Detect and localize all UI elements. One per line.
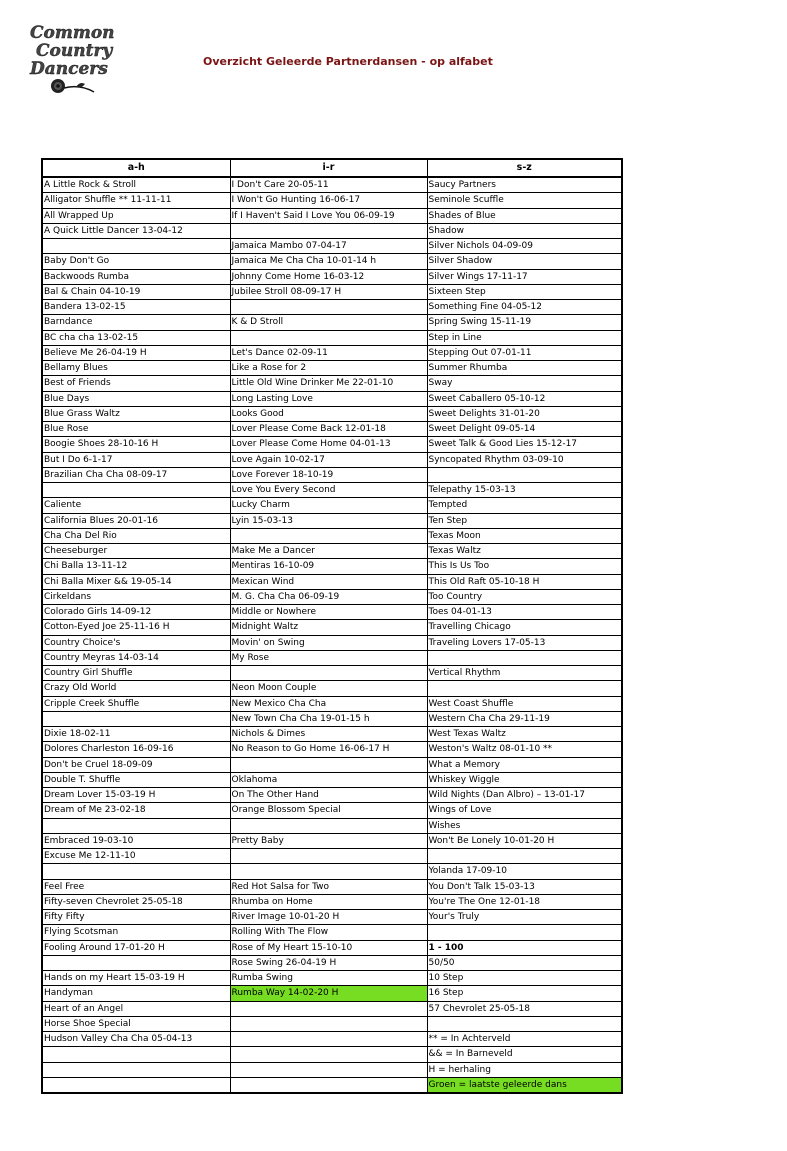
table-cell: Cheeseburger (42, 544, 230, 559)
table-cell: Silver Shadow (427, 254, 622, 269)
table-cell: Flying Scotsman (42, 925, 230, 940)
table-row (42, 544, 622, 559)
table-row (42, 300, 622, 315)
table-cell: Stepping Out 07-01-11 (427, 345, 622, 360)
table-row (42, 666, 622, 681)
table-cell: Sweet Caballero 05-10-12 (427, 391, 622, 406)
table-cell: Country Girl Shuffle (42, 666, 230, 681)
table-cell (427, 681, 622, 696)
table-row (42, 757, 622, 772)
table-row (42, 864, 622, 879)
table-cell: Won't Be Lonely 10-01-20 H (427, 833, 622, 848)
table-cell: Sweet Talk & Good Lies 15-12-17 (427, 437, 622, 452)
table-cell: I Won't Go Hunting 16-06-17 (230, 193, 427, 208)
table-cell: Alligator Shuffle ** 11-11-11 (42, 193, 230, 208)
table-cell: 1 - 100 (427, 940, 622, 955)
table-cell (230, 864, 427, 879)
table-cell: Rumba Way 14-02-20 H (230, 986, 427, 1001)
table-cell: Long Lasting Love (230, 391, 427, 406)
table-cell: Vertical Rhythm (427, 666, 622, 681)
table-cell: Horse Shoe Special (42, 1016, 230, 1031)
table-cell: New Mexico Cha Cha (230, 696, 427, 711)
table-row (42, 315, 622, 330)
table-row (42, 1077, 622, 1093)
table-header-row (42, 159, 622, 177)
table-cell (230, 1032, 427, 1047)
table-cell: Like a Rose for 2 (230, 361, 427, 376)
table-row (42, 1047, 622, 1062)
table-row (42, 223, 622, 238)
table-cell (230, 757, 427, 772)
table-cell: Jamaica Me Cha Cha 10-01-14 h (230, 254, 427, 269)
table-cell: Seminole Scuffle (427, 193, 622, 208)
table-cell (42, 483, 230, 498)
table-cell: A Little Rock & Stroll (42, 177, 230, 193)
table-cell (230, 223, 427, 238)
table-cell: Cha Cha Del Rio (42, 528, 230, 543)
table-cell: Saucy Partners (427, 177, 622, 193)
table-cell: 10 Step (427, 971, 622, 986)
table-cell: Dream of Me 23-02-18 (42, 803, 230, 818)
table-cell: Step in Line (427, 330, 622, 345)
table-cell: Shades of Blue (427, 208, 622, 223)
table-row (42, 559, 622, 574)
table-cell: Wild Nights (Dan Albro) – 13-01-17 (427, 788, 622, 803)
table-cell (427, 1016, 622, 1031)
table-cell: Spring Swing 15-11-19 (427, 315, 622, 330)
table-cell: Pretty Baby (230, 833, 427, 848)
table-cell: On The Other Hand (230, 788, 427, 803)
table-cell: If I Haven't Said I Love You 06-09-19 (230, 208, 427, 223)
table-cell: Mexican Wind (230, 574, 427, 589)
table-cell: ** = In Achterveld (427, 1032, 622, 1047)
table-row (42, 193, 622, 208)
table-cell: Believe Me 26-04-19 H (42, 345, 230, 360)
table-cell: Cripple Creek Shuffle (42, 696, 230, 711)
table-cell: Don't be Cruel 18-09-09 (42, 757, 230, 772)
table-cell: Feel Free (42, 879, 230, 894)
table-cell: Looks Good (230, 406, 427, 421)
table-cell (427, 925, 622, 940)
table-cell: Jamaica Mambo 07-04-17 (230, 239, 427, 254)
table-cell: Nichols & Dimes (230, 727, 427, 742)
table-row (42, 635, 622, 650)
table-cell (230, 300, 427, 315)
table-cell (230, 528, 427, 543)
table-cell: Rhumba on Home (230, 894, 427, 909)
table-row (42, 498, 622, 513)
table-cell: Boogie Shoes 28-10-16 H (42, 437, 230, 452)
table-row (42, 1062, 622, 1077)
table-cell: Love Forever 18-10-19 (230, 467, 427, 482)
logo-line-2: Country (36, 41, 113, 61)
table-row (42, 788, 622, 803)
table-row (42, 894, 622, 909)
table-cell (42, 1077, 230, 1093)
table-cell: Too Country (427, 589, 622, 604)
table-cell: Groen = laatste geleerde dans (427, 1077, 622, 1093)
table-cell: K & D Stroll (230, 315, 427, 330)
table-row (42, 376, 622, 391)
table-cell: No Reason to Go Home 16-06-17 H (230, 742, 427, 757)
table-cell: Country Choice's (42, 635, 230, 650)
table-row (42, 955, 622, 970)
table-row (42, 437, 622, 452)
table-row (42, 177, 622, 193)
table-cell: Bandera 13-02-15 (42, 300, 230, 315)
table-row (42, 818, 622, 833)
table-row (42, 208, 622, 223)
table-cell: Tempted (427, 498, 622, 513)
table-row (42, 330, 622, 345)
table-cell: Silver Wings 17-11-17 (427, 269, 622, 284)
table-cell (42, 1062, 230, 1077)
table-cell: && = In Barneveld (427, 1047, 622, 1062)
table-row (42, 910, 622, 925)
table-row (42, 391, 622, 406)
table-row (42, 986, 622, 1001)
table-cell: Lover Please Come Home 04-01-13 (230, 437, 427, 452)
page-title: Overzicht Geleerde Partnerdansen - op alfabet (203, 55, 493, 68)
table-cell (42, 711, 230, 726)
table-cell: Lucky Charm (230, 498, 427, 513)
table-row (42, 696, 622, 711)
table-cell: Midnight Waltz (230, 620, 427, 635)
table-cell: Cotton-Eyed Joe 25-11-16 H (42, 620, 230, 635)
table-cell (42, 818, 230, 833)
table-cell (42, 239, 230, 254)
table-row (42, 849, 622, 864)
table-cell: Blue Grass Waltz (42, 406, 230, 421)
table-cell: 50/50 (427, 955, 622, 970)
table-cell: I Don't Care 20-05-11 (230, 177, 427, 193)
table-row (42, 727, 622, 742)
table-cell: 16 Step (427, 986, 622, 1001)
table-cell (42, 1047, 230, 1062)
table-cell: Fifty-seven Chevrolet 25-05-18 (42, 894, 230, 909)
table-cell: Best of Friends (42, 376, 230, 391)
table-cell: All Wrapped Up (42, 208, 230, 223)
table-row (42, 406, 622, 421)
table-row (42, 940, 622, 955)
table-cell: You're The One 12-01-18 (427, 894, 622, 909)
table-cell: Sweet Delights 31-01-20 (427, 406, 622, 421)
table-cell: Mentiras 16-10-09 (230, 559, 427, 574)
table-cell: Yolanda 17-09-10 (427, 864, 622, 879)
table-row (42, 467, 622, 482)
table-cell: California Blues 20-01-16 (42, 513, 230, 528)
table-cell: Dream Lover 15-03-19 H (42, 788, 230, 803)
column-header-i-r: i-r (230, 159, 427, 177)
table-cell: Wishes (427, 818, 622, 833)
table-cell: Sway (427, 376, 622, 391)
table-row (42, 711, 622, 726)
table-cell: Let's Dance 02-09-11 (230, 345, 427, 360)
table-cell: Johnny Come Home 16-03-12 (230, 269, 427, 284)
table-cell (230, 1077, 427, 1093)
table-row (42, 925, 622, 940)
table-cell: Travelling Chicago (427, 620, 622, 635)
table-cell (42, 955, 230, 970)
table-cell: Embraced 19-03-10 (42, 833, 230, 848)
table-cell: Something Fine 04-05-12 (427, 300, 622, 315)
table-cell: This Old Raft 05-10-18 H (427, 574, 622, 589)
table-row (42, 772, 622, 787)
table-cell: Texas Waltz (427, 544, 622, 559)
table-cell: Dolores Charleston 16-09-16 (42, 742, 230, 757)
table-row (42, 879, 622, 894)
table-cell: Little Old Wine Drinker Me 22-01-10 (230, 376, 427, 391)
table-cell (427, 467, 622, 482)
table-cell: Bal & Chain 04-10-19 (42, 284, 230, 299)
table-cell: A Quick Little Dancer 13-04-12 (42, 223, 230, 238)
table-cell: Red Hot Salsa for Two (230, 879, 427, 894)
table-cell: Chi Balla 13-11-12 (42, 559, 230, 574)
column-header-a-h: a-h (42, 159, 230, 177)
table-cell: Heart of an Angel (42, 1001, 230, 1016)
table-cell: Sweet Delight 09-05-14 (427, 422, 622, 437)
table-cell: Oklahoma (230, 772, 427, 787)
table-row (42, 803, 622, 818)
table-cell: Love Again 10-02-17 (230, 452, 427, 467)
table-cell: Baby Don't Go (42, 254, 230, 269)
table-cell: Middle or Nowhere (230, 605, 427, 620)
table-cell: Brazilian Cha Cha 08-09-17 (42, 467, 230, 482)
table-cell: Chi Balla Mixer && 19-05-14 (42, 574, 230, 589)
table-cell: Crazy Old World (42, 681, 230, 696)
table-cell: Western Cha Cha 29-11-19 (427, 711, 622, 726)
table-cell (230, 1047, 427, 1062)
table-cell (230, 330, 427, 345)
table-cell: Telepathy 15-03-13 (427, 483, 622, 498)
table-cell: New Town Cha Cha 19-01-15 h (230, 711, 427, 726)
dance-table (41, 158, 623, 1094)
logo-line-3: Dancers (30, 59, 108, 79)
table-row (42, 833, 622, 848)
table-cell (427, 650, 622, 665)
common-country-dancers-logo (28, 16, 120, 98)
table-cell: Lyin 15-03-13 (230, 513, 427, 528)
table-cell: Rose of My Heart 15-10-10 (230, 940, 427, 955)
table-cell: Ten Step (427, 513, 622, 528)
table-cell: What a Memory (427, 757, 622, 772)
table-cell: My Rose (230, 650, 427, 665)
table-row (42, 345, 622, 360)
table-cell: Weston's Waltz 08-01-10 ** (427, 742, 622, 757)
table-cell (230, 1001, 427, 1016)
logo-line-1: Common (30, 23, 115, 43)
table-cell: Backwoods Rumba (42, 269, 230, 284)
table-cell: Sixteen Step (427, 284, 622, 299)
table-row (42, 239, 622, 254)
table-cell: Blue Days (42, 391, 230, 406)
table-row (42, 1016, 622, 1031)
table-cell: River Image 10-01-20 H (230, 910, 427, 925)
table-row (42, 1032, 622, 1047)
table-cell: Your's Truly (427, 910, 622, 925)
table-cell: Barndance (42, 315, 230, 330)
table-cell: Rose Swing 26-04-19 H (230, 955, 427, 970)
table-cell (230, 1016, 427, 1031)
table-cell: Neon Moon Couple (230, 681, 427, 696)
table-cell: Fooling Around 17-01-20 H (42, 940, 230, 955)
table-cell: Caliente (42, 498, 230, 513)
table-cell: Wings of Love (427, 803, 622, 818)
table-cell: But I Do 6-1-17 (42, 452, 230, 467)
table-cell: 57 Chevrolet 25-05-18 (427, 1001, 622, 1016)
table-row (42, 361, 622, 376)
table-cell: Dixie 18-02-11 (42, 727, 230, 742)
table-cell: Excuse Me 12-11-10 (42, 849, 230, 864)
table-cell: Country Meyras 14-03-14 (42, 650, 230, 665)
table-cell: You Don't Talk 15-03-13 (427, 879, 622, 894)
table-cell (230, 1062, 427, 1077)
table-cell: Cirkeldans (42, 589, 230, 604)
table-row (42, 605, 622, 620)
table-cell: Rumba Swing (230, 971, 427, 986)
table-row (42, 452, 622, 467)
table-cell: Handyman (42, 986, 230, 1001)
table-row (42, 620, 622, 635)
table-cell: Fifty Fifty (42, 910, 230, 925)
table-row (42, 513, 622, 528)
table-cell (42, 864, 230, 879)
column-header-s-z: s-z (427, 159, 622, 177)
table-row (42, 528, 622, 543)
table-cell: Syncopated Rhythm 03-09-10 (427, 452, 622, 467)
table-cell: BC cha cha 13-02-15 (42, 330, 230, 345)
table-row (42, 742, 622, 757)
table-row (42, 681, 622, 696)
table-cell: Lover Please Come Back 12-01-18 (230, 422, 427, 437)
table-cell (427, 849, 622, 864)
table-row (42, 574, 622, 589)
table-cell: Make Me a Dancer (230, 544, 427, 559)
table-cell (230, 818, 427, 833)
table-cell: Rolling With The Flow (230, 925, 427, 940)
table-cell: Orange Blossom Special (230, 803, 427, 818)
table-row (42, 269, 622, 284)
table-row (42, 971, 622, 986)
table-row (42, 1001, 622, 1016)
table-cell: Shadow (427, 223, 622, 238)
table-cell: Whiskey Wiggle (427, 772, 622, 787)
table-row (42, 254, 622, 269)
table-cell: Movin' on Swing (230, 635, 427, 650)
table-cell: Blue Rose (42, 422, 230, 437)
table-row (42, 422, 622, 437)
table-row (42, 589, 622, 604)
table-cell: Traveling Lovers 17-05-13 (427, 635, 622, 650)
table-cell: Bellamy Blues (42, 361, 230, 376)
table-row (42, 284, 622, 299)
table-row (42, 650, 622, 665)
table-cell: Silver Nichols 04-09-09 (427, 239, 622, 254)
table-cell (230, 849, 427, 864)
table-cell: Love You Every Second (230, 483, 427, 498)
table-cell: Double T. Shuffle (42, 772, 230, 787)
table-cell: West Coast Shuffle (427, 696, 622, 711)
table-cell: Texas Moon (427, 528, 622, 543)
table-cell: Colorado Girls 14-09-12 (42, 605, 230, 620)
table-cell: Hudson Valley Cha Cha 05-04-13 (42, 1032, 230, 1047)
table-row (42, 483, 622, 498)
table-cell: This Is Us Too (427, 559, 622, 574)
table-cell (230, 666, 427, 681)
table-cell: West Texas Waltz (427, 727, 622, 742)
table-cell: Summer Rhumba (427, 361, 622, 376)
table-cell: Hands on my Heart 15-03-19 H (42, 971, 230, 986)
table-cell: H = herhaling (427, 1062, 622, 1077)
table-cell: Toes 04-01-13 (427, 605, 622, 620)
table-cell: Jubilee Stroll 08-09-17 H (230, 284, 427, 299)
rose-icon (51, 79, 94, 93)
table-cell: M. G. Cha Cha 06-09-19 (230, 589, 427, 604)
